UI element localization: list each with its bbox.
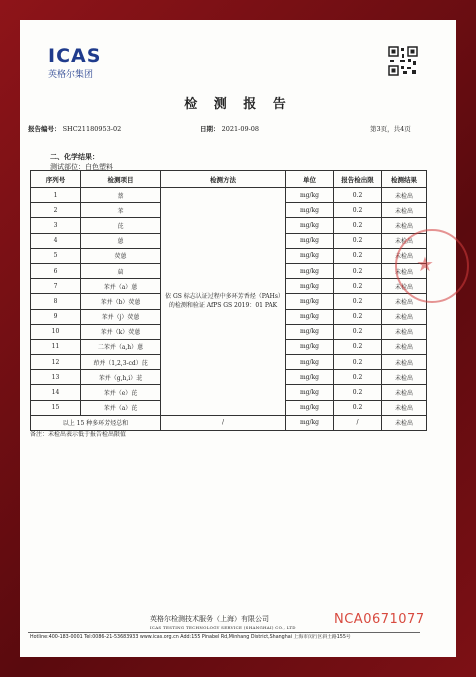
total-unit: mg/kg xyxy=(286,415,334,430)
row-number: 12 xyxy=(31,355,81,370)
row-number: 5 xyxy=(31,248,81,263)
row-result: 未检出 xyxy=(382,248,427,263)
report-date-value: 2021-09-08 xyxy=(221,125,260,133)
row-number: 11 xyxy=(31,339,81,354)
seal-star-icon: ★ xyxy=(416,252,434,276)
test-method-cell: 依 GS 标志认证过程中多环芳香烃（PAHs）的检测和验证 AfPS GS 2019：01 PAK xyxy=(161,188,286,416)
row-unit: mg/kg xyxy=(286,370,334,385)
header-item: 检测项目 xyxy=(81,171,161,188)
total-result: 未检出 xyxy=(382,415,427,430)
row-limit: 0.2 xyxy=(334,339,382,354)
row-number: 1 xyxy=(31,188,81,203)
report-date-label: 日期： xyxy=(200,125,220,133)
page-info: 第3页，共4页 xyxy=(370,125,411,133)
row-result: 未检出 xyxy=(382,324,427,339)
row-unit: mg/kg xyxy=(286,294,334,309)
row-unit: mg/kg xyxy=(286,188,334,203)
row-unit: mg/kg xyxy=(286,355,334,370)
header-unit: 单位 xyxy=(286,171,334,188)
row-unit: mg/kg xyxy=(286,279,334,294)
row-number: 6 xyxy=(31,263,81,278)
row-item: 苯并（a）蒽 xyxy=(81,279,161,294)
row-item: 苯并（j）荧蒽 xyxy=(81,309,161,324)
row-unit: mg/kg xyxy=(286,339,334,354)
row-item: 茚并（1,2,3-cd）芘 xyxy=(81,355,161,370)
row-result: 未检出 xyxy=(382,203,427,218)
header-serial: 序列号 xyxy=(31,171,81,188)
row-result: 未检出 xyxy=(382,400,427,415)
row-limit: 0.2 xyxy=(334,400,382,415)
row-unit: mg/kg xyxy=(286,248,334,263)
row-item: 萘 xyxy=(81,188,161,203)
row-unit: mg/kg xyxy=(286,324,334,339)
results-table xyxy=(30,170,427,431)
row-item: 苯并（g,h,i）苝 xyxy=(81,370,161,385)
row-item: 苯并（k）荧蒽 xyxy=(81,324,161,339)
header-method: 检测方法 xyxy=(161,171,286,188)
row-limit: 0.2 xyxy=(334,294,382,309)
table-row xyxy=(31,188,427,203)
report-date xyxy=(200,124,259,133)
section-title: 二、化学结果： xyxy=(50,152,99,161)
row-limit: 0.2 xyxy=(334,324,382,339)
row-result: 未检出 xyxy=(382,385,427,400)
row-result: 未检出 xyxy=(382,339,427,354)
row-limit: 0.2 xyxy=(334,309,382,324)
row-number: 9 xyxy=(31,309,81,324)
header-limit: 报告检出限 xyxy=(334,171,382,188)
company-name-cn: 英格尔检测技术服务（上海）有限公司 xyxy=(150,615,269,623)
row-item: 二苯并（a,h）蒽 xyxy=(81,339,161,354)
row-item: 蒽 xyxy=(81,233,161,248)
total-limit: / xyxy=(334,415,382,430)
row-result: 未检出 xyxy=(382,263,427,278)
row-limit: 0.2 xyxy=(334,355,382,370)
icas-logo xyxy=(48,46,101,80)
report-number-value: SHC21180953-02 xyxy=(62,125,122,133)
row-item: 苯并（a）芘 xyxy=(81,400,161,415)
row-result: 未检出 xyxy=(382,370,427,385)
logo-text: ICAS xyxy=(48,45,102,67)
row-item: 䓛 xyxy=(81,263,161,278)
row-result: 未检出 xyxy=(382,355,427,370)
row-number: 3 xyxy=(31,218,81,233)
row-limit: 0.2 xyxy=(334,203,382,218)
row-number: 13 xyxy=(31,370,81,385)
row-result: 未检出 xyxy=(382,233,427,248)
logo-subtitle: 英格尔集团 xyxy=(48,70,94,80)
row-number: 4 xyxy=(31,233,81,248)
row-unit: mg/kg xyxy=(286,309,334,324)
row-limit: 0.2 xyxy=(334,218,382,233)
row-item: 苯 xyxy=(81,203,161,218)
report-number xyxy=(28,124,121,133)
row-limit: 0.2 xyxy=(334,263,382,278)
row-item: 苯并（b）荧蒽 xyxy=(81,294,161,309)
row-limit: 0.2 xyxy=(334,370,382,385)
row-unit: mg/kg xyxy=(286,218,334,233)
row-item: 荧蒽 xyxy=(81,248,161,263)
test-part: 测试部位：白色塑料 xyxy=(50,163,113,171)
row-limit: 0.2 xyxy=(334,248,382,263)
row-unit: mg/kg xyxy=(286,385,334,400)
table-header-row xyxy=(31,171,427,188)
header-result: 检测结果 xyxy=(382,171,427,188)
row-number: 10 xyxy=(31,324,81,339)
row-number: 15 xyxy=(31,400,81,415)
row-result: 未检出 xyxy=(382,279,427,294)
row-unit: mg/kg xyxy=(286,233,334,248)
row-limit: 0.2 xyxy=(334,385,382,400)
footer-address: Hotline:400-183-0001 Tel:0086-21-53683933 www.icas.org.cn Add:155 Pinabel Rd,Minhang District,Shanghai 上海市闵行区斜土路155号 xyxy=(30,635,351,640)
total-item: 以上 15 种多环芳烃总和 xyxy=(31,415,161,430)
row-item: 苯并（e）芘 xyxy=(81,385,161,400)
company-name-en: ICAS TESTING TECHNOLOGY SERVICE (SHANGHAI) CO., LTD xyxy=(150,625,296,630)
row-result: 未检出 xyxy=(382,309,427,324)
row-limit: 0.2 xyxy=(334,233,382,248)
total-method: / xyxy=(161,415,286,430)
report-title: 检 测 报 告 xyxy=(184,97,292,112)
row-number: 14 xyxy=(31,385,81,400)
qr-code-icon xyxy=(388,46,418,76)
row-unit: mg/kg xyxy=(286,263,334,278)
remark-note: 备注：未检出表示低于报告检出限值 xyxy=(30,431,127,438)
certificate-serial: NCA0671077 xyxy=(334,612,425,627)
row-item: 芘 xyxy=(81,218,161,233)
row-result: 未检出 xyxy=(382,294,427,309)
row-limit: 0.2 xyxy=(334,188,382,203)
row-unit: mg/kg xyxy=(286,203,334,218)
row-number: 2 xyxy=(31,203,81,218)
row-result: 未检出 xyxy=(382,188,427,203)
row-limit: 0.2 xyxy=(334,279,382,294)
row-unit: mg/kg xyxy=(286,400,334,415)
row-number: 8 xyxy=(31,294,81,309)
row-number: 7 xyxy=(31,279,81,294)
row-result: 未检出 xyxy=(382,218,427,233)
report-number-label: 报告编号： xyxy=(28,125,61,133)
